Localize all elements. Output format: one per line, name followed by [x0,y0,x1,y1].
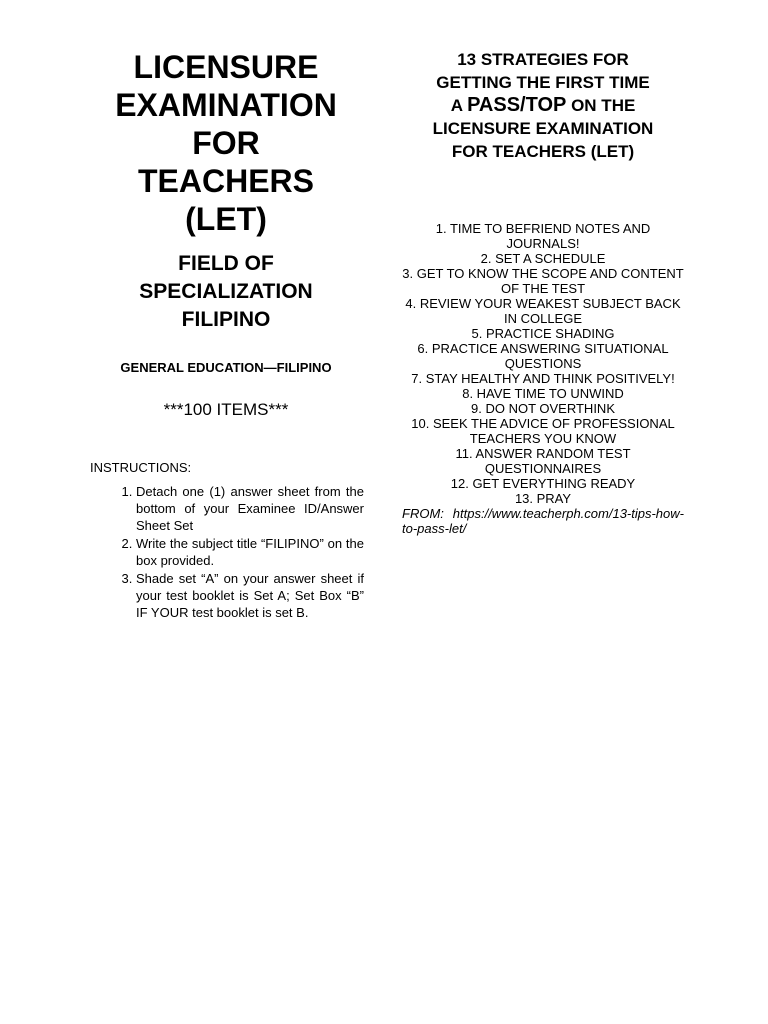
strategies-title-line: 13 STRATEGIES FOR [457,50,629,69]
strategy-item: 4. REVIEW YOUR WEAKEST SUBJECT BACK IN COLLEGE [405,296,681,326]
strategies-title-line: GETTING THE FIRST TIME [436,73,650,92]
strategy-item: 9. DO NOT OVERTHINK [471,401,615,416]
instruction-item: 3. Shade set “A” on your answer sheet if your test booklet is Set A; Set Box “B” IF YOUR test booklet is set B. [136,570,364,621]
right-column [402,48,684,536]
strategies-title [402,48,684,163]
strategy-item: 2. SET A SCHEDULE [480,251,606,266]
instruction-item: 1. Detach one (1) answer sheet from the bottom of your Examinee ID/Answer Sheet Set [136,483,364,534]
source-citation [402,506,684,536]
strategy-item: 8. HAVE TIME TO UNWIND [462,386,624,401]
exam-title-line: TEACHERS [137,163,314,199]
instructions-list [88,483,364,621]
exam-title [88,48,364,238]
strategy-item: 12. GET EVERYTHING READY [450,476,636,491]
strategies-title-line [402,94,684,117]
strategies-list [402,221,684,506]
instructions-label: INSTRUCTIONS: [90,460,192,475]
strategy-item: 11. ANSWER RANDOM TEST QUESTIONNAIRES [455,446,631,476]
field-title [88,250,364,334]
strategy-item: 3. GET TO KNOW THE SCOPE AND CONTENT OF THE TEST [402,266,684,296]
field-title-line: FIELD OF [178,252,274,275]
title-pass-top: PASS/TOP [467,94,567,116]
exam-title-line: LICENSURE [133,49,319,85]
exam-title-line: EXAMINATION [115,87,337,123]
strategy-item: 13. PRAY [514,491,572,506]
title-a: A [450,96,468,115]
source-label: FROM: [402,506,444,521]
strategy-item: 10. SEEK THE ADVICE OF PROFESSIONAL TEACHERS YOU KNOW [411,416,675,446]
strategy-item: 1. TIME TO BEFRIEND NOTES AND JOURNALS! [435,221,651,251]
field-title-line: SPECIALIZATION [139,280,313,303]
source-link[interactable]: https://www.teacherph.com/13-tips-how-to-pass-let/ [402,506,684,536]
exam-title-line: (LET) [185,201,267,237]
strategies-title-line: FOR TEACHERS (LET) [451,142,635,161]
item-count: ***100 ITEMS*** [163,400,289,419]
title-on-the: ON THE [566,96,636,115]
strategy-item: 6. PRACTICE ANSWERING SITUATIONAL QUESTIONS [417,341,669,371]
general-education-heading: GENERAL EDUCATION—FILIPINO [120,360,332,375]
strategy-item: 5. PRACTICE SHADING [471,326,615,341]
field-title-line: FILIPINO [181,308,271,331]
strategies-title-line: LICENSURE EXAMINATION [432,119,654,138]
instruction-item: 2. Write the subject title “FILIPINO” on the box provided. [136,535,364,569]
strategy-item: 7. STAY HEALTHY AND THINK POSITIVELY! [411,371,675,386]
left-column [88,48,364,622]
exam-title-line: FOR [192,125,260,161]
